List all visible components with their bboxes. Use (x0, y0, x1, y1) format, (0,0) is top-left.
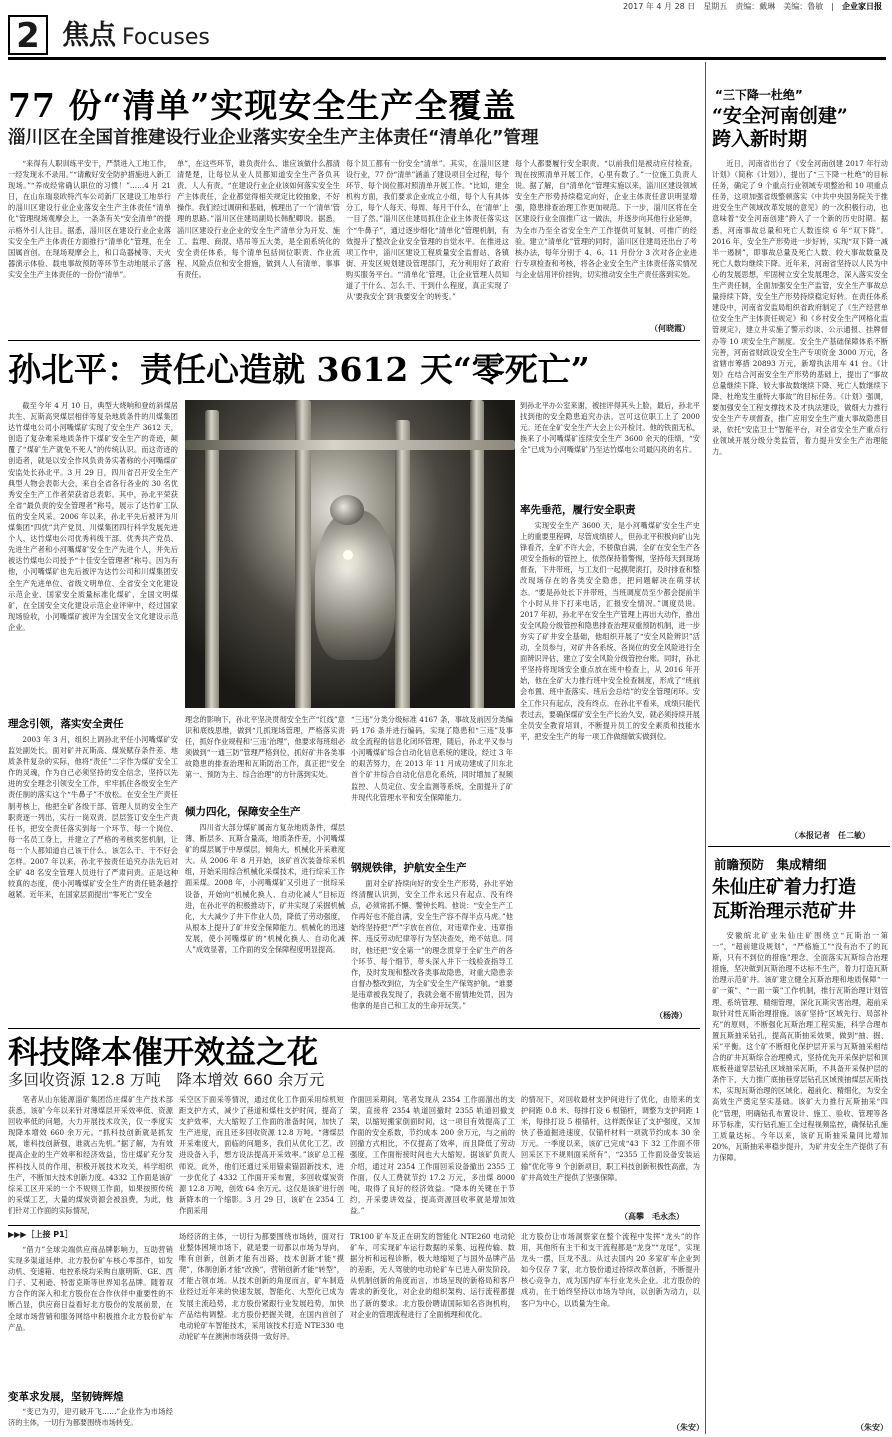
article3-col4: 的情况下，对回收最材支护间进行了优化，由原来的支护间距 0.8 米、每排打设 6 根锚杆，调整为支护间距 1 米，每排打设 5 根锚杆，这样既保证了支护强度，又加快了巷道掘进速度，仅锚杆材料一项就节约成本 30 余万元。一季度以来，该矿已完成“43 下 32 工作面不带回采区下不规则面采所有”、“2355 工作面设备安装运输”优化等 9 个创新项目，职工科技创新积极性高涨，为矿井高效生产提供了坚强保障。 (521, 1095, 700, 1182)
article1-title: 77 份“清单”实现安全生产全覆盖 (8, 86, 517, 125)
article3-subtitle: 多回收资源 12.8 万吨 降本增效 660 余万元 (8, 1071, 325, 1089)
sidebar1-title-b: 跨入新时期 (712, 128, 808, 150)
miner-photo (185, 400, 515, 708)
cont-col1: “借力”全球尖端供应商品牌影响力，互助营销实现多渠道延伸。北方股份矿车核心零部件，如发动机、变速箱、电控系统均采购自康明斯、GE、西门子、艾利逊、特雷克斯等世界知名品牌。随着双方合作的深入和北方股份在合作伙伴中重要性的不断凸显，供应商日益看好北方股份的发展前景，在全球市场营销和服务网络中积极推介北方股份矿车产品。 (8, 1245, 173, 1332)
cont-heading-e: 变革求发展，坚韧铸辉煌 (8, 1391, 124, 1403)
article2-col2b: 四川省大部分煤矿属南方复杂地质条件，煤层薄、断层多、瓦斯含量高，地质条件差，小河嘴煤矿的煤层属于中厚煤层，倾角大，机械化开采难度大。从 2006 年 8 月开始，该矿首次装备综采机组，开始采用综合机械化采煤技术，进行综采工作面采煤。2008 年，小河嘴煤矿又引进了一批综采设备，开始向“机械化换人、自动化减人”目标迈进，在孙北平的积极推动下，矿井实现了采掘机械化，大大减少了井下作业人员，降低了劳动强度，从根本上提升了矿井安全保障能力。机械化的迅速发展，使小河嘴煤矿的“机械化换人、自动化减人”成效显著，工作面的安全保障程度明显提高。 (185, 823, 345, 955)
cont-byline: （朱安） (672, 1422, 704, 1432)
article2-col3b: 面对全矿持续向好的安全生产形势，孙北平始终清醒认识到，安全工作永远只有起点、没有终点，必须常抓不懈、警钟长鸣。他说：“安全生产工作再好也不能自满，安全生产容不得半点马虎。”他始终坚持把“严”字放在首位，对违章作业、违章指挥、违反劳动纪律等行为坚决查处，绝不姑息。同时，他还把“安全第一”的理念贯穿于全矿生产的各个环节、每个细节，带头深入井下一线检查指导工作，及时发现和整改各类事故隐患，对重大隐患亲自督办整改到位，为全矿安全生产保驾护航。“谁要是违章被我发现了，我就会毫不留情地处罚，因为他拿的是自己和工友的生命开玩笑。” (351, 879, 513, 1011)
article2-col3: “三违”分类分级标准 4167 条，事故及前因分类编码 176 条并进行编码，实现了隐患和“三违”及事故全流程的信息化闭环管理，随后，孙北平又参与小河嘴煤矿综合自动化信息系统的建设，经过 3 年的艰苦努力，在 2013 年 11 月成功建成了川东北首个矿井综合自动化信息化系统，同时增加了视频监控、人员定位、安全监测等系统，全面提升了矿井现代化管理水平和安全保障能力。 (351, 715, 513, 802)
article2-heading-c: 钢规铁律，护航安全生产 (351, 862, 467, 874)
article2-col4: 到孙北平办公室来谢，被挂评得其头上脸，最后，孙北平找到他的安全隐患追究办法，岂可这位职工上了 2000 元。还在全矿安全生产大会上公开检讨。他的铁面无私，换来了小河嘴煤矿连续安全生产 3600 余天的佳绩，“安全”已成为小河嘴煤矿乃至达竹煤电公司最闪亮的名片。 (520, 401, 700, 455)
article2-title: 孙北平：责任心造就 3612 天“零死亡” (8, 350, 590, 389)
article2-heading-b: 倾力四化，保障安全生产 (185, 806, 301, 818)
page-number: 2 (8, 15, 48, 55)
article2-col4b: 实现安全生产 3600 天，是小河嘴煤矿安全生产史上的重要里程碑，尽管成绩骄人，但孙北平积极向矿山先锋看齐，全矿不许大会，不骄傲自满，全矿在安全生产各项安全指标的管控上，依然保持着警惕，坚持每天到现场督查，下井带班，与工友们一起摸爬滚打，及时排查和整改现场存在的各类安全隐患，把问题解决在萌芽状态。“要是孙处长下井带班，当班调度员至少都会提前半个小时从井下打来电话，汇报安全情况。”调度员说。2017 年初，孙北平在安全生产管理上再出大动作，推出安全风险分级管控和隐患排查治理双重预防机制，进一步夯实了矿井安全基础，他组织开展了“安全风险辨识”活动，全员参与，对矿井各系统、各岗位的安全风险进行全面辨识评估，建立了安全风险分级管控台账。同时，孙北平坚持将现场安全重点放在班中检查上，从 2016 年开始，他在全矿大力推行班中安全检查制度，形成了“班前会布置、班中查落实、班后会总结”的安全管理闭环。安全工作只有起点，没有终点。在孙北平看来，成绩只能代表过去，要确保煤矿安全生产长治久安，就必须持续开展全员安全教育培训，不断提升员工的安全素质和技能水平，把安全生产的每一项工作做细做实做到位。 (520, 521, 700, 741)
article1-col4: 每个人都要履行安全职责。“以前我们是被动应付检查，现在按照清单开展工作，心里有数了。”一位施工负责人说。据了解，自“清单化”管理实施以来，淄川区建设领域安全生产形势持续稳定向好，企业主体责任意识明显增强，隐患排查治理工作更加规范。下一步，淄川区将在全区建设行业全面推广这一做法，并逐步向其他行业延伸，为全市乃至全省安全生产工作提供可复制、可推广的经验。建立“清单化”管理的同时，淄川区住建局还出台了考核办法，每年分别于 4、6、11 月份分 3 次对各企业进行专项检查和考核，将各企业安全生产主体责任落实情况与企业信用评价挂钩，切实推动安全生产责任落到实处。 (515, 159, 697, 279)
article3-col2: 采空区下面采等情况，通过优化工作面采用综机短距支护方式，减少了巷道和煤柱支护时间，提高了支护效率，大大缩短了工作面的准备时间，加快了生产进度，而且还多回收资源 12.8 万吨。“薄煤层开采难度大，面临的问题多，我们从优化工艺、改进设备入手，想方设法提高开采效率。”该矿总工程师说。此外，他们还通过采用锚索锚固新技术，进一步优化了 4332 工作面开采布置，多回收煤炭资源 12.8 万吨，创效 64 余万元。这仅是该矿进行创新降本的一个缩影。3 月 29 日，该矿在 2354 工作面采用 (179, 1095, 344, 1215)
article1-col1: “来得有人职训练平安干，严禁进入工地工作，一经发现永不录用。”“请戴好安全防护措施进入新工现场。”“养成经常确认职位的习惯！”……4 月 21 日，在山东瑞泉欧特汽车公司新厂区建设工地举行的淄川区建设行业企业落安全生产主体责任“清单化”管理现场观摩会上，一条条有关“安全清单”的提示格外引人注目。据悉，淄川区在建设行业企业落实安全生产主体责任方面推行“清单化”管理，在全国属首创。在现场观摩会上，和口岛器械等、天火器演示体验、载电事故预防等环节生动地展示了落实安全生产主体责任的一份份“清单”。 (8, 159, 171, 279)
sidebar1-kicker: “三下降一杜绝” (715, 88, 803, 102)
continued-label: ▶▶▶［上接 P1］ (8, 1230, 73, 1239)
cont-col4: 北方股份让市场洞察家在整个流程中发挥“龙头”的作用，其他所有主干和支干流程都是“龙身”“龙尾”，实现龙头一摆，巨龙不乱。从过去国内 20 多家矿车企业到如今仅存 7 家，北方股份通过持续改革创新，不断提升核心竞争力，成为国内矿车行业龙头企业。北方股份的成功，在于始终坚持以市场为导向，以创新为动力，以客户为中心，以质量为生命。 (521, 1232, 700, 1308)
cont-col1b: “变已为刃，迎刃破开飞……”企业作为市场经济的主体，一切行为都要围绕市场转变。 (8, 1407, 173, 1428)
article3-byline: （高攀 毛永杰） (620, 1211, 684, 1221)
sidebar1-byline: （本报记者 任二敏） (790, 830, 870, 840)
date-text: 2017 年 4 月 28 日 星期五 责编：戴琳 美编：鲁敏 (622, 2, 824, 11)
article2-byline: （杨涛） (655, 1010, 687, 1020)
cont-col2: 场经济的主体，一切行为都要围绕市场转，面对行业整体困境市场下，就是要一切都以市场为导向，唯有创新，创新才能有出路，技术创新才能“摸爬”，体制创新才能“改换”，营销创新才能“转型”，才能占领市场。从技术创新的角度而言，矿车制造业经过近年来的快速发展，智能化、大型化已成为发展主流趋势，北方股份紧跟行业发展趋势，加快产品结构调整。北方股份把握关键，在国内首创了电动轮矿车智能技术，采用该技术打造 NTE330 电动轮矿车在澳洲市场获得一致好评。 (179, 1232, 344, 1341)
header-rule (8, 57, 886, 60)
sidebar-rule (708, 846, 890, 847)
section-cn: 焦点 (62, 20, 116, 51)
sidebar2-byline: （朱安） (856, 1422, 888, 1432)
article2-heading-d: 率先垂范，履行安全职责 (520, 504, 636, 516)
article2-rule (8, 1028, 700, 1029)
cont-col3: TR100 矿车及正在研发的智能化 NTE260 电动轮矿车，可实现矿车运行数据的采集、远程传输、数据分析和远程诊断，极大地缩短了与国外品牌产品的差距，无人驾驶的电动轮矿车已进入研发阶段。从机制创新的角度而言，市场呈现的新格局和客户需求的新变化，对企业的组织架构、运行流程都提出了新的要求。北方股份聘请国际知名咨询机构，对企业的管理流程进行了全面梳理和优化。 (350, 1232, 515, 1319)
article2-col1: 截至今年 4 月 10 日，典型大烧响和登纺斜煤居共生、瓦斯高突煤层相伴等复杂地质条件的川煤集团达竹煤电公司小河嘴煤矿实现了安全生产 3612 天，创造了复杂难采地质条件下煤矿安全生产的奇迹，颠覆了“煤矿生产就免不死人”的传统认识。而这奇迹的创造者，就是以安全作风负责务实著称的小河嘴煤矿安监处长孙北平。3 月 29 日，四川省召开安全生产典型人物会表彰大会，来自全省各行各业的 30 名优秀安全生产工作者荣获省总表彰。其中，孙北平荣获全省“最负责的安全管理者”称号，展示了达竹矿工队伍的安全风采。2006 年以来，孙北平先后被评为川煤集团“四优”共产党员、川煤集团四行科学发展先进个人、达竹煤电公司优秀科级干部、优秀共产党员、先进生产者和小河嘴煤矿安全生产先进个人，并先后被达竹煤电公司授予“十佳安全管理者”称号。因为有他，小河嘴煤矿也先后被评为达竹公司和川煤集团安全生产先进单位、省级文明单位、全省安全文化建设示范企业、国家安全质量标准化煤矿、全国文明煤矿，在全国安全文化建设示范企业评审中，经过国家现场验收，小河嘴煤矿被评为全国安全文化建设示范企业。 (8, 401, 178, 632)
article1-col2: 单”，在这些环节，谁负责什么、谁应该做什么都清清楚楚，让每位从业人员都知道安全生产各负其责、人人有责。“在建设行业企业该如何落实安全生产主体责任，企业都觉得相关规定比较抽象，不好操作。我们经过调研和基础，梳理出了一个‘清单’管理的思路。”淄川区住建局副局长韩配卿说。据悉，淄川区建设行业企业的安全生产清单分为开发、施工、监理、商混、塔吊等五大类，是全面系统化的安全责任体系，每个清单包括岗位职责、作业流程、风险点位和安全措施，做到人人有清单、事事有责任。 (177, 159, 340, 279)
article1-col3: 每个员工都有一份安全“清单”。其实，在淄川区建设行业，77 份“清单”涵盖了建设项目全过程，每个环节、每个岗位都对照清单开展工作。“比如，建全机构方面，我们要求企业成立小组，每个人有具体分工，每个人每天、每周、每月干什么，在‘清单’上一目了然。”淄川区住建局抓住企业主体责任落实这个“牛鼻子”，通过逐步细化“清单化”管理机制，有效提升了整改企业安全管理的自觉水平。在推进这项工作中，淄川区建设工程质量安全监督站、各镇街、开发区规划建设管理部门，充分利用好了政府购买服务平台。“‘清单化’管理，让企业管理人员知道了干什么、怎么干、干到什么程度，真正实现了从‘要我安全’到‘我要安全’的转变。” (346, 159, 509, 302)
article3-title: 科技降本催开效益之花 (8, 1035, 318, 1071)
article3-col3: 作面回采期间，笔者发现从 2354 工作面溜出的支架，直接将 2354 轨道回撤时 2355 轨道回撤支架，以缩短搬家倒面时间，这一项目有效提高了工作面的安全系数，节约成本 200 余万元，与之前的回撤方式相比，不仅提高了效率，而且降低了劳动强度，工作面衔接时间也大大缩短。据该矿负责人介绍，通过对 2354 工作面回采设备撤出 2355 工作面，仅人工费就节约 17.2 万元，多出煤 8000 吨，取得了良好的经济效益。“降本的关键在于节约，开采要讲效益，提高资源回收率就是增加效益。” (350, 1095, 515, 1215)
article2-heading-a: 理念引领，落实安全责任 (8, 718, 124, 730)
sidebar2-text: 安徽皖北矿业朱仙庄矿围绕立“瓦斯治一第一”，“超前建设规划”，“严格施工”“没有治不了的瓦斯，只有不到位的措施”理念，全面落实瓦斯综合治理措施，坚决做到瓦斯治理不达标不生产，着力打造瓦斯治理示范矿井。该矿建立健全瓦斯治理和地质保障“一矿一策”、“一面一策”工作机制，推行瓦斯治理计划管理、系统管理、精细管理，深化瓦斯灾害治理，超前采取针对性瓦斯治理措施。该矿坚持“区域先行、局部补充”的原则，不断强化瓦斯治理工程实施，科学合理布置瓦斯抽采钻孔，提高瓦斯抽采效果，做到“抽、掘、采”平衡。这个矿不断细化保护层开采与瓦斯抽采相结合的矿井瓦斯综合治理模式，坚持优先开采保护层和顶底板巷道穿层钻孔区域抽采瓦斯，不具备开采保护层的条件下，大力推广底抽巷穿层钻孔区域预抽煤层瓦斯技术，实现瓦斯治理的区域化、超前化、精细化，为安全高效生产奠定坚实基础。该矿大力推行瓦斯抽采“四化”管理，明确钻孔布置设计、施工、验收、管理等各环节标准，实行钻孔施工全过程视频监控，确保钻孔施工质量达标。今年以来，该矿瓦斯抽采量同比增加 20%，瓦斯抽采率稳步提升，为矿井安全生产提供了有力保障。 (712, 931, 888, 1162)
sidebar1-text: 近日，河南省出台了《安全河南创建 2017 年行动计划》（简称《计划》），提出了“三下降一杜绝”的目标任务，确定了 9 个重点行业领域专项整治和 10 项重点任务，这项加强省级整顿落实《中共中央国务院关于推进安全生产领域改革发展的意见》的一次积极行动，也意味着“安全河南创建”跨入了一个新的历史时期。据悉，河南事故总量和死亡人数连续 6 年“双下降”。2016 年，安全生产形势进一步好转，实现“双下降一减半一遏制”，即事故总量及死亡人数、较大事故数量及死亡人数均继续下降。近年来，河南省坚持以人民为中心的发展思想，牢固树立安全发展理念，深入落实安全生产责任制，全面加强安全生产监管，安全生产事故总量持续下降，安全生产形势持续稳定好转。在责任体系建设中，河南省安监局组织省政府制定了《生产经营单位安全生产主体责任规定》和《乡村安全生产网格化监管规定》，建立并实施了警示约谈、公示通报、挂牌督办等 10 项安全生产制度。安全生产基础保障体系不断完善，河南省财政设安全生产专项资金 3000 万元，各省辖市筹措 20893 万元，新增执法用车 41 台。《计划》在结合河南安全生产形势的基础上，提出了“事故总量继续下降、较大事故数继续下降、死亡人数继续下降、杜绝发生重特大事故”的目标任务。《计划》强调，要加强安全工程支撑技术及才执法建设，做细大力推行安全生产专项督查，推广应用安全生产重大事故隐患目录，依托“安监卫士”智能平台，对全省安全生产重点行业领域开展分级分类监管，着力提升安全生产治理能力。 (712, 159, 888, 457)
date-line: 2017 年 4 月 28 日 星期五 责编：戴琳 美编：鲁敏 | 企业家日报 (622, 2, 882, 11)
sidebar-divider (705, 62, 706, 1434)
section-title (62, 18, 210, 56)
sidebar2-title-b: 瓦斯治理示范矿井 (712, 901, 856, 922)
sidebar1-title-a: “安全河南创建” (712, 105, 848, 127)
sidebar2-kicker: 前瞻预防 集成精细 (714, 857, 827, 872)
paper-name: 企业家日报 (842, 2, 882, 11)
article3-col1: 笔者从山东能源淄矿集团岱庄煤矿生产技术部获悉，该矿今年以来针对薄煤层开采效率低、资源回收率低的问题，大力开展技术攻关，仅一季度实现降本增效 660 余万元。“抓科技创新就是抓发展，谁科技创新强，谁就占先机。”据了解，为有效提高企业的生产效率和经济效益，岱庄煤矿充分发挥科技人员的作用，积极开展技术攻关，科学组织生产，不断加大技术创新力度。4332 工作面是该矿综采工区开采的一个不规则工作面，如果按照传统的采煤工艺，大量的煤炭资源会被浪费，为此，他们针对工作面的实际情况， (8, 1095, 173, 1215)
article2-col1b: 2003 年 3 月，组织上调孙北平任小河嘴煤矿安监处副处长。面对矿井瓦斯高、煤炭赋存条件差、地质条件复杂的实际，他将“责任”二字作为煤矿安全工作的灵魂，作为自己必须坚持的安全信念，坚持以先进的安全理念引领安全工作，牢牢抓住各级安全生产责任制的落实这个“牛鼻子”不放松。在安全生产责任制考核上，他把全矿各级干部、管理人员的安全生产职责逐一列出，实行一岗双责、层层签订安全生产责任书，把安全责任落实到每一个环节、每一个岗位、每一名员工身上，并建立了严格的考核奖惩机制，让每一个人都知道自己该干什么、该怎么干、干不好会怎样。2007 年以来，孙北平按责任追究办法先后对全矿 48 名安全管理人员进行了严肃问责。正是这种较真的态度，使小河嘴煤矿安全生产的责任链条越拧越紧。近年来，在国家层面提出“零死亡”安全 (8, 735, 178, 900)
section-en: Focuses (122, 25, 210, 50)
article2-col2: 理念的影响下，孙北平坚决贯彻安全生产“红线”意识和底线思维，做到“几抓现场管理，严格落实责任，抓好作业规程和‘三违’治理”，他要求每班组必须做到“一通三防”管理严格到位，抓好矿井各类事故隐患的排查治理和瓦斯防治工作，真正把“安全第一、预防为主、综合治理”的方针落到实处。 (185, 715, 345, 780)
sidebar2-title-a: 朱仙庄矿着力打造 (712, 877, 856, 898)
article3-rule (8, 1225, 700, 1226)
article1-subtitle: 淄川区在全国首推建设行业企业落实安全生产主体责任“清单化”管理 (8, 128, 539, 148)
article1-byline: （何晓霞） (650, 323, 690, 333)
article1-rule (8, 340, 700, 341)
